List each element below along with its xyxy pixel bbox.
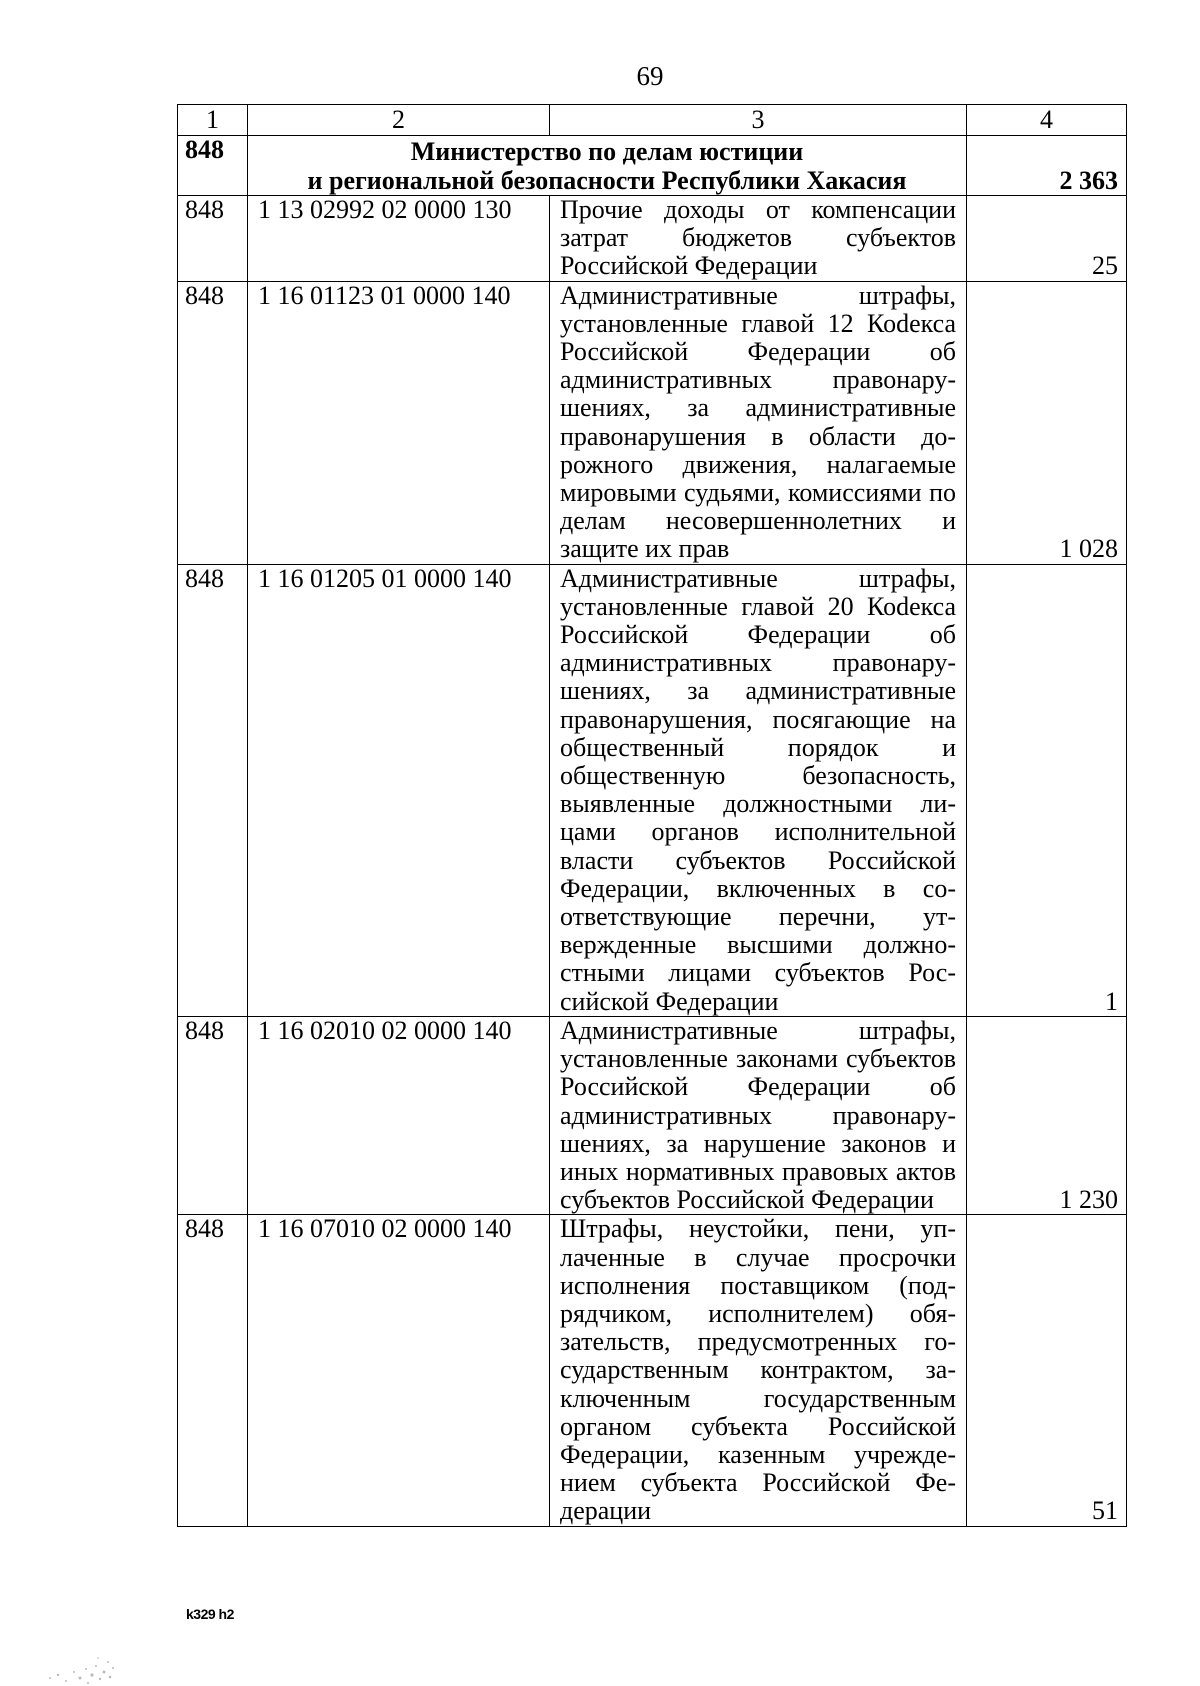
document-code-mark: k329 h2 bbox=[186, 1606, 234, 1622]
revenue-code-cell: 1 13 02992 02 0000 130 bbox=[248, 196, 550, 282]
scan-noise-artifact bbox=[40, 1648, 120, 1686]
page-number: 69 bbox=[636, 61, 664, 91]
ministry-group-row bbox=[178, 136, 1127, 196]
column-header-3: 3 bbox=[550, 105, 967, 136]
table-row bbox=[178, 1215, 1127, 1526]
ministry-name-line-1: Министерство по делам юстиции bbox=[410, 137, 804, 166]
description-cell: Прочие доходы от компенсации затрат бюджетов субъектов Российской Федерации bbox=[550, 196, 967, 282]
admin-code-cell: 848 bbox=[178, 1016, 248, 1214]
table-row bbox=[178, 564, 1127, 1016]
admin-code-cell: 848 bbox=[178, 564, 248, 1016]
description-cell: Административные штрафы, установленные главой 20 Коdекса Российской Федерации об административных правонарушениях, за административные правонарушения, посягающие на общественный порядок и общественную безопасность, выявленные должностными лицами органов исполнительной власти субъектов Российской Федерации, включенных в соответствующие перечни, утвержденные высшими должностными лицами субъектов Российской Федерации bbox=[550, 564, 967, 1016]
column-header-1: 1 bbox=[178, 105, 248, 136]
column-header-4: 4 bbox=[967, 105, 1127, 136]
column-header-2: 2 bbox=[248, 105, 550, 136]
amount-cell: 1 028 bbox=[967, 281, 1127, 564]
admin-code-cell: 848 bbox=[178, 1215, 248, 1526]
admin-code-cell: 848 bbox=[178, 136, 248, 196]
table-header-row bbox=[178, 105, 1127, 136]
revenue-code-cell: 1 16 01123 01 0000 140 bbox=[248, 281, 550, 564]
revenue-code-cell: 1 16 07010 02 0000 140 bbox=[248, 1215, 550, 1526]
amount-cell: 51 bbox=[967, 1215, 1127, 1526]
table-row bbox=[178, 1016, 1127, 1214]
table-row bbox=[178, 281, 1127, 564]
revenue-table bbox=[177, 104, 1127, 1527]
ministry-total-amount: 2 363 bbox=[967, 136, 1127, 196]
description-cell: Административные штрафы, установленные главой 12 Коdекса Российской Федерации об административных правонарушениях, за административные правонарушения в области дорожного движения, налагаемые мировыми судьями, комиссиями по делам несовершеннолетних и защите их прав bbox=[550, 281, 967, 564]
admin-code-cell: 848 bbox=[178, 281, 248, 564]
description-cell: Административные штрафы, установленные законами субъектов Российской Федерации об административных правонарушениях, за нарушение законов и иных нормативных правовых актов субъектов Российской Федерации bbox=[550, 1016, 967, 1214]
table-row bbox=[178, 196, 1127, 282]
ministry-name-line-2: и региональной безопасности Республики Хакасия bbox=[307, 165, 907, 195]
description-cell: Штрафы, неустойки, пени, уплаченные в случае просрочки исполнения поставщиком (подрядчиком, исполнителем) обязательств, предусмотренных государственным контрактом, заключенным государственным органом субъекта Российской Федерации, казенным учреждением субъекта Российской Федерации bbox=[550, 1215, 967, 1526]
revenue-code-cell: 1 16 01205 01 0000 140 bbox=[248, 564, 550, 1016]
revenue-code-cell: 1 16 02010 02 0000 140 bbox=[248, 1016, 550, 1214]
amount-cell: 25 bbox=[967, 196, 1127, 282]
admin-code-cell: 848 bbox=[178, 196, 248, 282]
ministry-name-cell bbox=[248, 136, 967, 196]
amount-cell: 1 230 bbox=[967, 1016, 1127, 1214]
amount-cell: 1 bbox=[967, 564, 1127, 1016]
